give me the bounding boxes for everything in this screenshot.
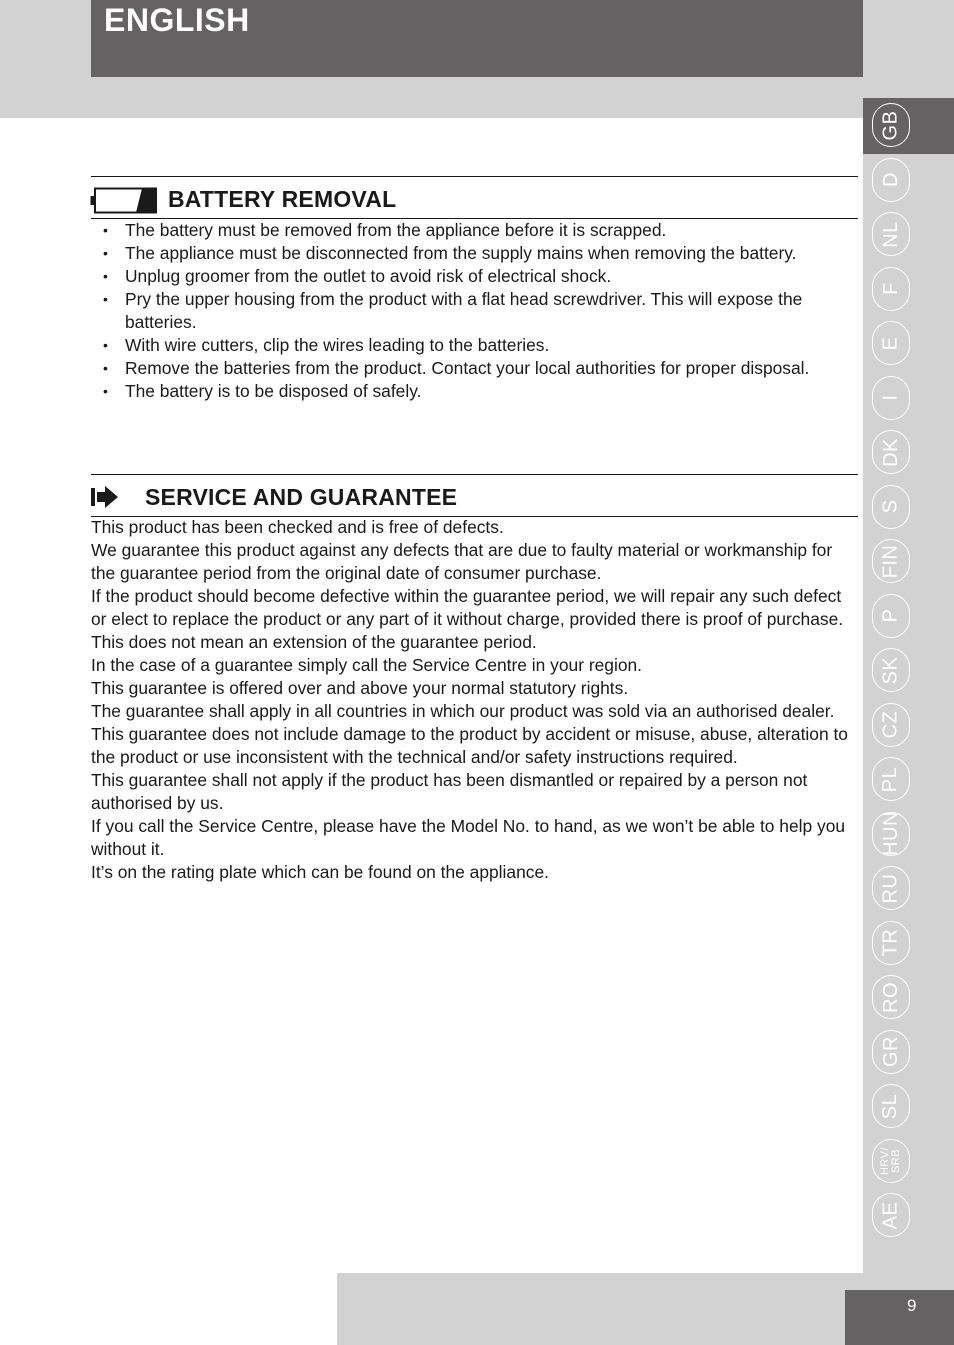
paragraph: It’s on the rating plate which can be found on the appliance. xyxy=(91,862,549,882)
page-number-box xyxy=(845,1290,954,1345)
language-tab-ro[interactable] xyxy=(872,975,910,1019)
language-tab-ae[interactable] xyxy=(872,1193,910,1237)
list-item: • Remove the batteries from the product. Contact your local authorities for proper disposal. xyxy=(91,357,861,380)
list-item: • The appliance must be disconnected from the supply mains when removing the battery. xyxy=(91,242,861,265)
paragraph: In the case of a guarantee simply call the Service Centre in your region. xyxy=(91,655,642,675)
language-tab-f[interactable] xyxy=(872,267,910,311)
battery-instructions-list xyxy=(91,219,861,403)
language-tab-label: F xyxy=(879,282,902,295)
language-tab-d[interactable] xyxy=(872,158,910,202)
paragraph: If you call the Service Centre, please have the Model No. to hand, as we won’t be able to help you without it. xyxy=(91,816,846,859)
arrow-right-icon xyxy=(91,486,119,508)
paragraph: The guarantee shall apply in all countries in which our product was sold via an authorised dealer. xyxy=(91,701,835,721)
language-tab-label: TR xyxy=(879,928,902,957)
language-tab-dk[interactable] xyxy=(872,430,910,474)
list-item: • The battery is to be disposed of safely. xyxy=(91,380,861,403)
language-tab-hun[interactable] xyxy=(872,812,910,856)
language-tab-hrvsrb[interactable] xyxy=(872,1139,910,1183)
list-item: • Unplug groomer from the outlet to avoid risk of electrical shock. xyxy=(91,265,861,288)
language-tab-cz[interactable] xyxy=(872,703,910,747)
language-tab-gb[interactable] xyxy=(872,103,910,147)
page-number: 9 xyxy=(907,1296,917,1315)
language-tab-label: DK xyxy=(879,437,902,467)
paragraph: If the product should become defective within the guarantee period, we will repair any such defect or elect to replace the product or any part of it without charge, provided there is proof of purchase. xyxy=(91,586,844,629)
language-tab-i[interactable] xyxy=(872,376,910,420)
language-tab-label: HUN xyxy=(879,811,902,856)
language-tab-sl[interactable] xyxy=(872,1084,910,1128)
language-tab-label: HRV/ SRB xyxy=(879,1146,902,1175)
list-item: • With wire cutters, clip the wires leading to the batteries. xyxy=(91,334,861,357)
list-item: • Pry the upper housing from the product with a flat head screwdriver. This will expose the batteries. xyxy=(91,288,861,334)
section-rule-top xyxy=(91,176,858,177)
language-tab-label: I xyxy=(879,394,902,401)
paragraph: This does not mean an extension of the guarantee period. xyxy=(91,632,537,652)
language-tab-label: GB xyxy=(879,110,902,140)
language-tab-p[interactable] xyxy=(872,594,910,638)
language-tab-label: P xyxy=(879,608,902,623)
language-tab-label: PL xyxy=(879,766,902,792)
paragraph: This guarantee does not include damage to the product by accident or misuse, abuse, alteration to the product or use inconsistent with the technical and/or safety instructions required. xyxy=(91,724,848,767)
language-tab-label: D xyxy=(879,172,902,187)
language-tab-ru[interactable] xyxy=(872,866,910,910)
language-tab-sk[interactable] xyxy=(872,648,910,692)
language-tab-label: FIN xyxy=(879,544,902,578)
paragraph: This guarantee is offered over and above your normal statutory rights. xyxy=(91,678,629,698)
battery-icon xyxy=(90,187,158,214)
language-tab-tr[interactable] xyxy=(872,921,910,965)
language-tab-nl[interactable] xyxy=(872,212,910,256)
language-tab-label: E xyxy=(879,336,902,350)
language-tab-fin[interactable] xyxy=(872,539,910,583)
language-tab-label: SK xyxy=(879,656,902,684)
language-tab-label: GR xyxy=(879,1036,902,1067)
language-tab-label: RU xyxy=(879,873,902,903)
language-tab-label: SL xyxy=(879,1093,902,1119)
header-banner xyxy=(91,0,863,77)
service-section-title: SERVICE AND GUARANTEE xyxy=(145,484,458,510)
language-tab-gr[interactable] xyxy=(872,1030,910,1074)
language-tab-e[interactable] xyxy=(872,321,910,365)
page-title: ENGLISH xyxy=(104,2,250,38)
language-tab-label: RO xyxy=(879,981,902,1013)
paragraph: This product has been checked and is free of defects. xyxy=(91,517,504,537)
paragraph: This guarantee shall not apply if the product has been dismantled or repaired by a person not authorised by us. xyxy=(91,770,808,813)
paragraph: We guarantee this product against any defects that are due to faulty material or workmanship for the guarantee period from the original date of consumer purchase. xyxy=(91,540,833,583)
language-tab-pl[interactable] xyxy=(872,757,910,801)
language-tab-label: S xyxy=(879,499,902,514)
footer-band xyxy=(337,1273,863,1345)
language-tab-label: AE xyxy=(879,1201,902,1229)
language-tab-label: NL xyxy=(879,220,902,248)
language-tab-label: CZ xyxy=(879,710,902,739)
battery-section-title: BATTERY REMOVAL xyxy=(168,186,397,212)
language-tab-s[interactable] xyxy=(872,485,910,529)
list-item: • The battery must be removed from the appliance before it is scrapped. xyxy=(91,219,861,242)
section-rule-top xyxy=(91,474,858,475)
service-guarantee-text xyxy=(91,516,861,884)
